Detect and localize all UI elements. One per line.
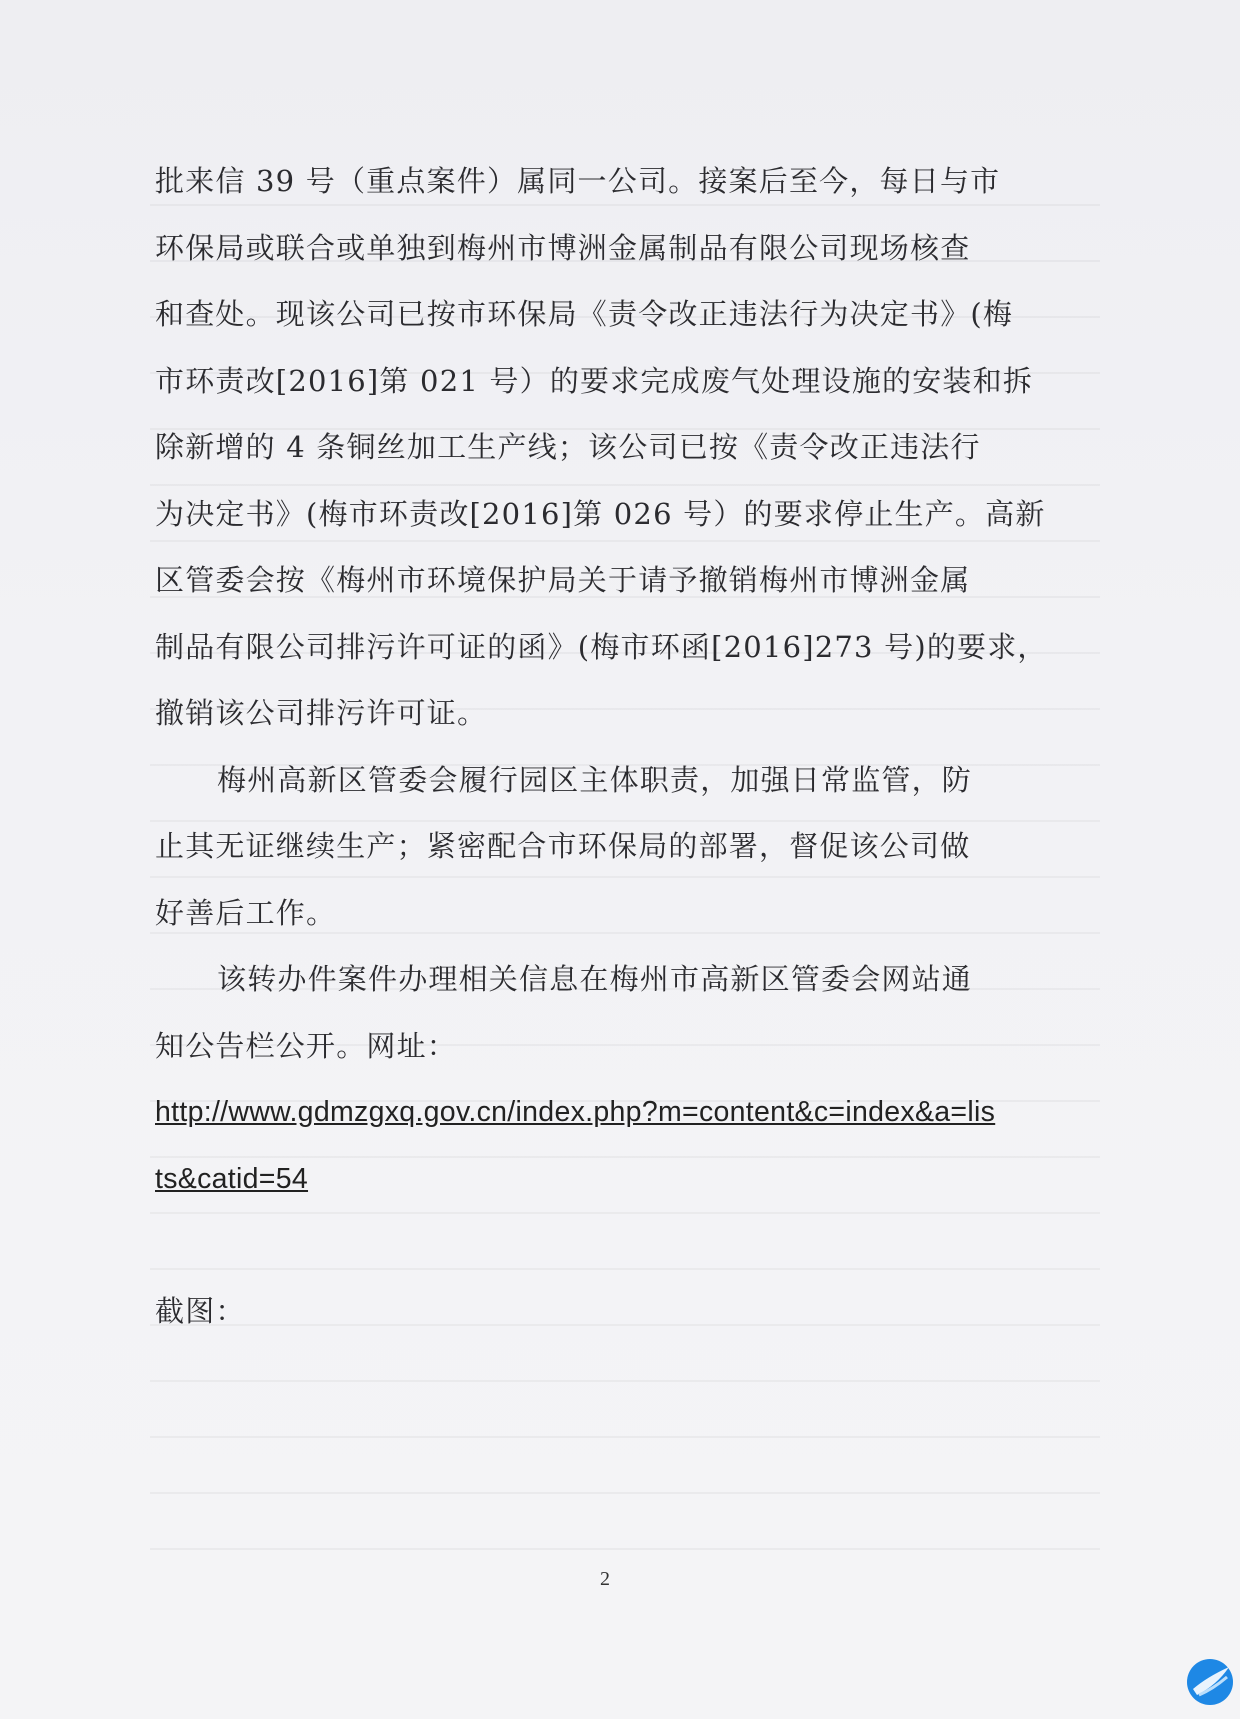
paragraph-supervision: [155, 747, 1065, 947]
text-line: 梅州高新区管委会履行园区主体职责，加强日常监管，防: [217, 762, 973, 797]
paragraph-disclosure: [155, 946, 1065, 1079]
text-line: 知公告栏公开。网址：: [155, 1028, 458, 1063]
website-url-link[interactable]: [155, 1079, 1065, 1212]
text-line: 止其无证继续生产；紧密配合市环保局的部署，督促该公司做: [155, 829, 971, 863]
text-line: 环保局或联合或单独到梅州市博洲金属制品有限公司现场核查: [155, 230, 971, 265]
scanner-logo-icon: [1183, 1655, 1237, 1709]
text-line: 该转办件案件办理相关信息在梅州市高新区管委会网站通: [217, 962, 973, 996]
text-line: 为决定书》(梅市环责改[2016]第 026 号）的要求停止生产。高新: [155, 496, 1046, 531]
paragraph-case-handling: [155, 148, 1065, 747]
document-body: [155, 148, 1065, 1345]
text-line: 制品有限公司排污许可证的函》(梅市环函[2016]273 号)的要求，: [155, 629, 1048, 664]
text-line: 和查处。现该公司已按市环保局《责令改正违法行为决定书》(梅: [155, 297, 1014, 331]
text-line: 区管委会按《梅州市环境保护局关于请予撤销梅州市博洲金属: [155, 563, 971, 597]
url-line[interactable]: ts&catid=54: [155, 1162, 309, 1195]
screenshot-label: 截图：: [155, 1294, 246, 1328]
text-line: 市环责改[2016]第 021 号）的要求完成废气处理设施的安装和拆: [155, 363, 1034, 398]
url-line[interactable]: http://www.gdmzgxq.gov.cn/index.php?m=content&c=index&a=lis: [155, 1096, 996, 1128]
text-line: 撤销该公司排污许可证。: [155, 696, 488, 730]
page-number: 2: [600, 1568, 610, 1590]
text-line: 除新增的 4 条铜丝加工生产线；该公司已按《责令改正违法行: [155, 430, 981, 464]
spacer: [155, 1212, 1065, 1278]
text-line: 批来信 39 号（重点案件）属同一公司。接案后至今，每日与市: [155, 164, 1001, 198]
text-line: 好善后工作。: [155, 895, 337, 930]
